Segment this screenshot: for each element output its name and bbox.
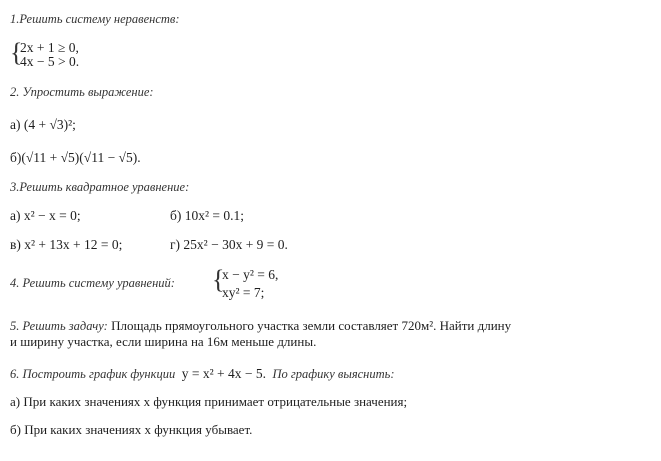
task6-item-a: а) При каких значениях x функция принимает отрицательные значения; [10,394,408,409]
task1-system [20,41,79,69]
task3-item-a: а) x² − x = 0; [10,208,81,223]
task4-system [222,268,278,300]
task6-formula: y = x² + 4x − 5. [181,366,266,381]
task5-text-2: и ширину участка, если ширина на 16м меньше длины. [10,334,317,349]
task6-tail: По графику выяснить: [272,367,395,381]
task2-item-b: б)(√11 + √5)(√11 − √5). [10,150,141,165]
task1-inequality-2: 4x − 5 > 0. [20,54,80,69]
task3-item-b: б) 10x² = 0.1; [170,208,245,223]
system-brace: { [10,38,23,67]
task6-line [10,366,395,382]
task4-equation-2: xy² = 7; [222,285,265,300]
task1-heading: 1.Решить систему неравенств: [10,12,180,26]
task3-item-d: г) 25x² − 30x + 9 = 0. [170,237,288,252]
task5-heading: 5. Решить задачу: [10,319,108,333]
task1-inequality-1: 2x + 1 ≥ 0, [20,40,79,55]
system-brace: { [212,265,225,294]
task6-item-b: б) При каких значениях x функция убывает. [10,422,253,437]
task4-heading: 4. Решить систему уравнений: [10,276,175,290]
task3-item-c: в) x² + 13x + 12 = 0; [10,237,123,252]
task3-heading: 3.Решить квадратное уравнение: [10,180,190,194]
task5-line-1 [10,318,511,334]
task4-equation-1: x − y² = 6, [222,267,279,282]
task5-text-1: Площадь прямоугольного участка земли составляет 720м². Найти длину [111,318,512,333]
task2-heading: 2. Упростить выражение: [10,85,154,99]
task6-heading: 6. Построить график функции [10,367,176,381]
task2-item-a: а) (4 + √3)²; [10,117,76,132]
